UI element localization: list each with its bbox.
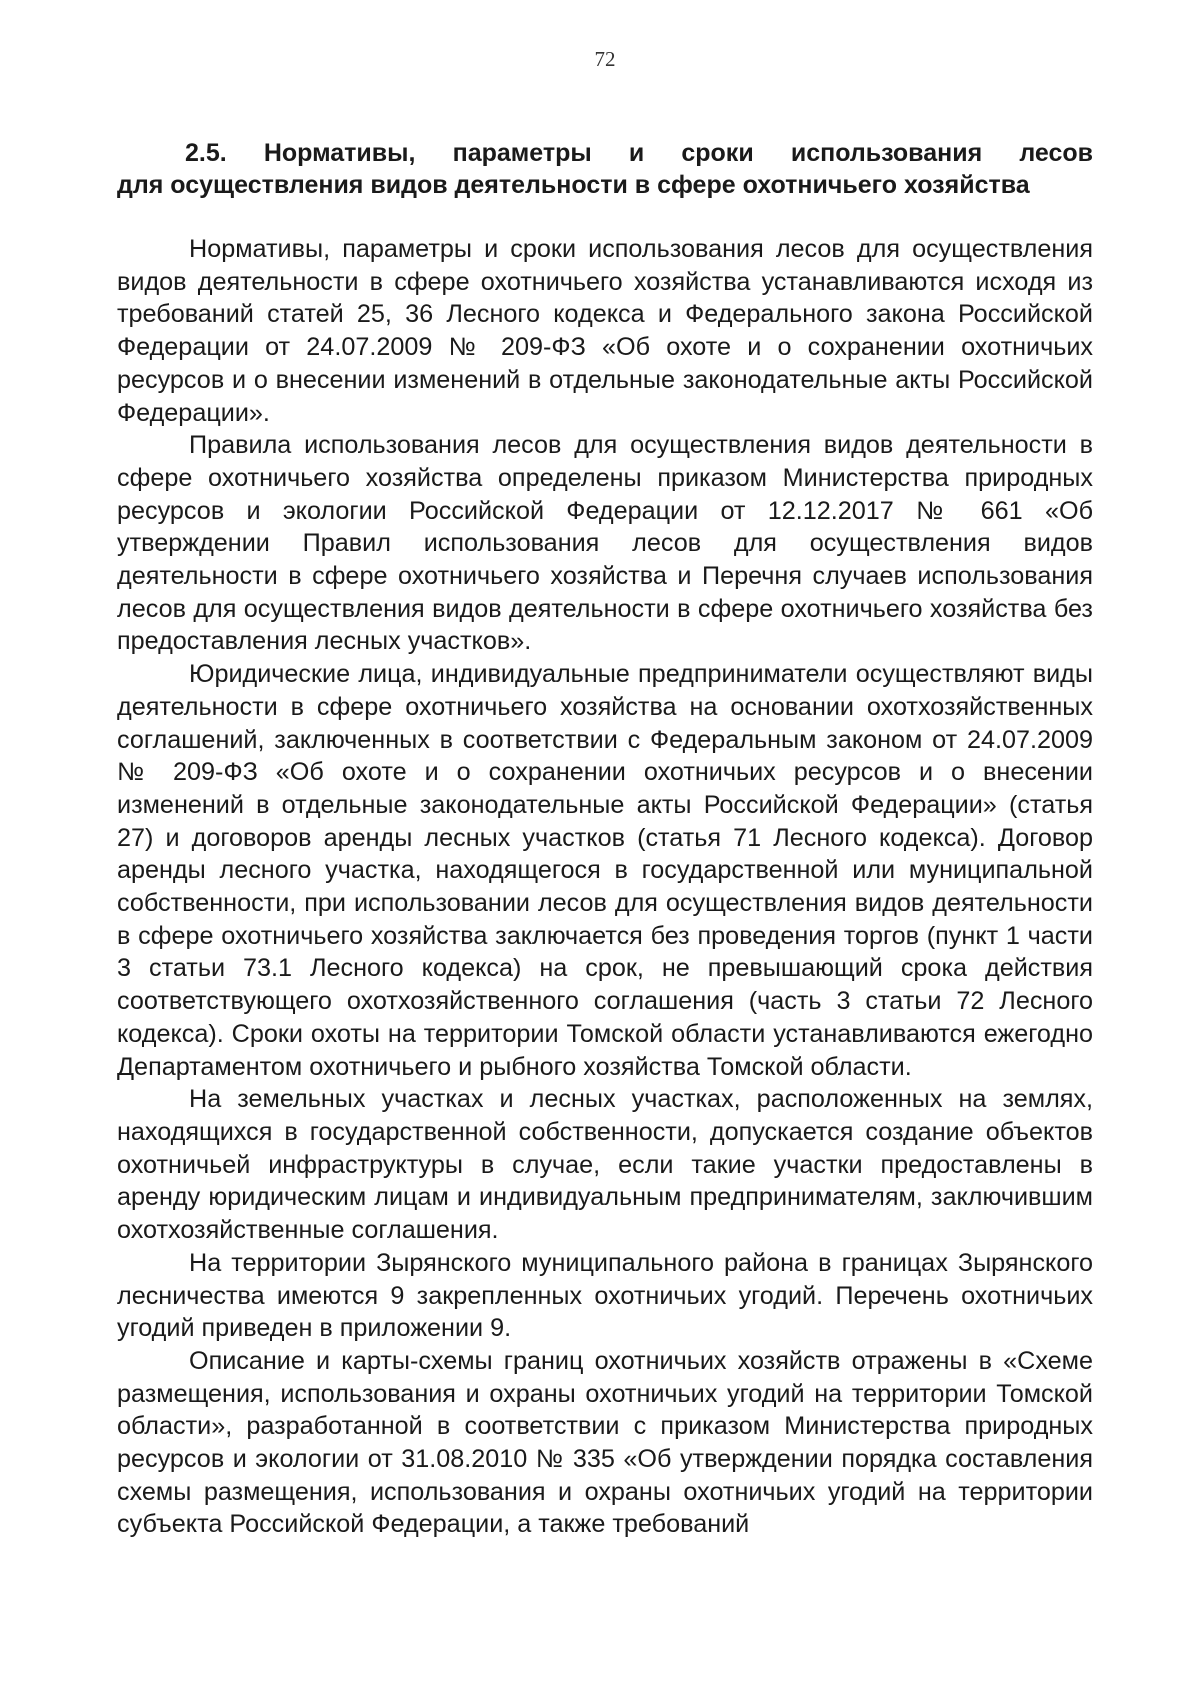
section-heading-line2: для осуществления видов деятельности в сфере охотничьего хозяйства xyxy=(117,171,1030,199)
document-body xyxy=(117,233,1093,1541)
section-heading xyxy=(117,137,1093,201)
paragraph: На земельных участках и лесных участках, расположенных на землях, находящихся в государственной собственности, допускается создание объектов охотничьей инфраструктуры в случае, если такие участки предоставлены в аренду юридическим лицам и индивидуальным предпринимателям, заключившим охотхозяйственные соглашения. xyxy=(117,1085,1093,1245)
page-number: 72 xyxy=(594,47,616,71)
paragraph: На территории Зырянского муниципального района в границах Зырянского лесничества имеются 9 закрепленных охотничьих угодий. Перечень охотничьих угодий приведен в приложении 9. xyxy=(117,1248,1093,1343)
paragraph: Нормативы, параметры и сроки использования лесов для осуществления видов деятельности в сфере охотничьего хозяйства устанавливаются исходя из требований статей 25, 36 Лесного кодекса и Федерального закона Российской Федерации от 24.07.2009 № 209-ФЗ «Об охоте и о сохранении охотничьих ресурсов и о внесении изменений в отдельные законодательные акты Российской Федерации». xyxy=(117,235,1093,427)
section-heading-line1: 2.5. Нормативы, параметры и сроки использования лесов xyxy=(185,139,1093,167)
paragraph: Правила использования лесов для осуществления видов деятельности в сфере охотничьего хозяйства определены приказом Министерства природных ресурсов и экологии Российской Федерации от 12.12.2017 № 661 «Об утверждении Правил использования лесов для осуществления видов деятельности в сфере охотничьего хозяйства и Перечня случаев использования лесов для осуществления видов деятельности в сфере охотничьего хозяйства без предоставления лесных участков». xyxy=(117,431,1093,656)
paragraph: Юридические лица, индивидуальные предприниматели осуществляют виды деятельности в сфере охотничьего хозяйства на основании охотхозяйственных соглашений, заключенных в соответствии с Федеральным законом от 24.07.2009 № 209-ФЗ «Об охоте и о сохранении охотничьих ресурсов и о внесении изменений в отдельные законодательные акты Российской Федерации» (статья 27) и договоров аренды лесных участков (статья 71 Лесного кодекса). Договор аренды лесного участка, находящегося в государственной или муниципальной собственности, при использовании лесов для осуществления видов деятельности в сфере охотничьего хозяйства заключается без проведения торгов (пункт 1 части 3 статьи 73.1 Лесного кодекса) на срок, не превышающий срока действия соответствующего охотхозяйственного соглашения (часть 3 статьи 72 Лесного кодекса). Сроки охоты на территории Томской области устанавливаются ежегодно Департаментом охотничьего и рыбного хозяйства Томской области. xyxy=(117,660,1093,1081)
paragraph: Описание и карты-схемы границ охотничьих хозяйств отражены в «Схеме размещения, использования и охраны охотничьих угодий на территории Томской области», разработанной в соответствии с приказом Министерства природных ресурсов и экологии от 31.08.2010 № 335 «Об утверждении порядка составления схемы размещения, использования и охраны охотничьих угодий на территории субъекта Российской Федерации, а также требований xyxy=(117,1346,1093,1539)
